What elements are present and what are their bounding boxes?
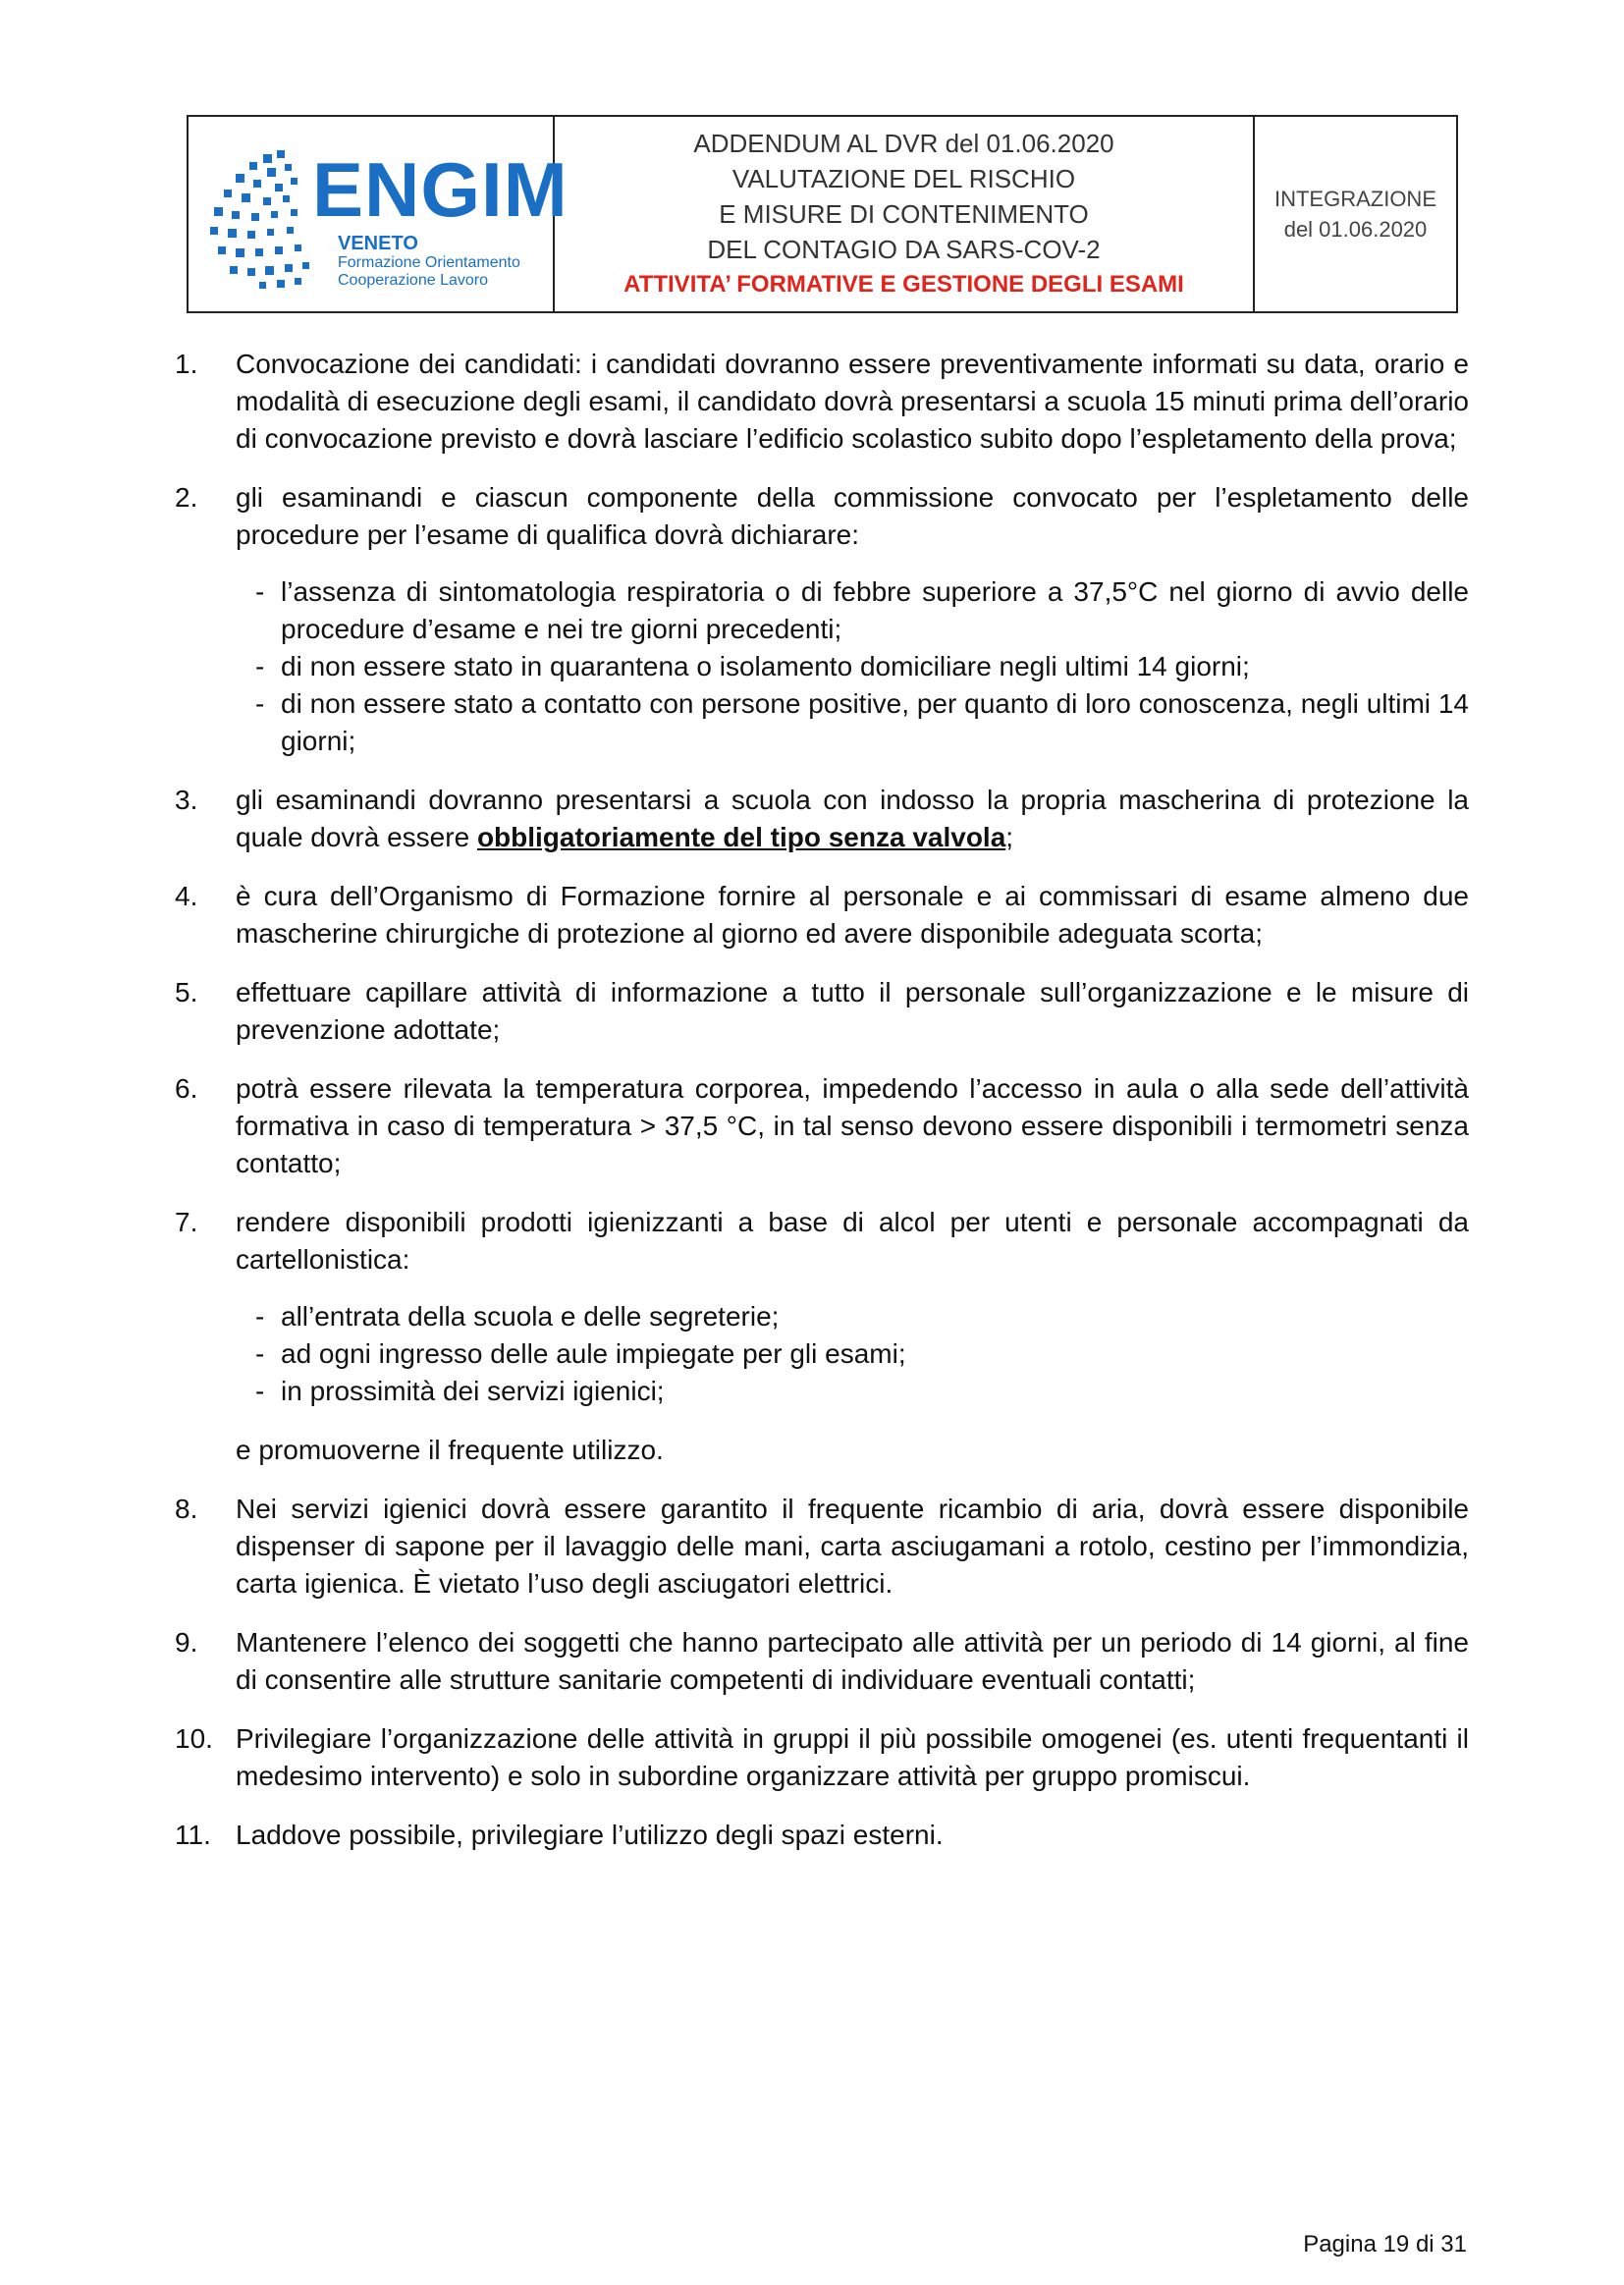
list-item <box>175 878 1469 952</box>
item-body <box>236 1204 1469 1469</box>
list-item <box>175 1624 1469 1699</box>
integration-date: del 01.06.2020 <box>1283 217 1428 242</box>
list-item <box>175 1720 1469 1795</box>
list-item <box>175 1491 1469 1603</box>
item-closing-text: e promuoverne il frequente utilizzo. <box>236 1435 664 1465</box>
item-text: Laddove possibile, privilegiare l’utilizzo degli spazi esterni. <box>236 1820 944 1850</box>
item-text: gli esaminandi e ciascun componente della commissione convocato per l’espletamento delle procedure per l’esame di qualifica dovrà dichiarare: <box>236 482 1469 550</box>
integration-cell <box>1255 117 1456 311</box>
sub-item-text: ad ogni ingresso delle aule impiegate per gli esami; <box>281 1338 906 1369</box>
item-text: effettuare capillare attività di informazione a tutto il personale sull’organizzazione e le misure di prevenzione adottate; <box>236 977 1469 1045</box>
sub-item-text: l’assenza di sintomatologia respiratoria o di febbre superiore a 37,5°C nel giorno di avvio delle procedure d’esame e nei tre giorni precedenti; <box>281 576 1469 644</box>
item-body <box>236 782 1469 856</box>
logo-cell <box>189 117 568 311</box>
emphasized-text: obbligatoriamente del tipo senza valvola <box>476 822 1006 852</box>
list-item <box>175 1817 1469 1854</box>
item-number: 7. <box>175 1207 198 1237</box>
item-number: 10. <box>175 1723 213 1754</box>
sub-list-item: - l’assenza di sintomatologia respiratoria o di febbre superiore a 37,5°C nel giorno di avvio delle procedure d’esame e nei tre giorni precedenti; <box>236 573 1469 648</box>
list-item <box>175 1070 1469 1182</box>
engim-logo <box>206 146 568 294</box>
sub-item-text: di non essere stato in quarantena o isolamento domiciliare negli ultimi 14 giorni; <box>281 651 1250 681</box>
title-line-4: DEL CONTAGIO DA SARS-COV-2 <box>707 235 1101 264</box>
title-line-1: ADDENDUM AL DVR del 01.06.2020 <box>693 129 1114 158</box>
sub-item-text: all’entrata della scuola e delle segreterie; <box>281 1301 780 1332</box>
logo-tagline-2: Cooperazione Lavoro <box>338 272 488 289</box>
item-number: 5. <box>175 977 198 1007</box>
sub-list <box>236 1298 1469 1410</box>
sub-list-item: - di non essere stato in quarantena o isolamento domiciliare negli ultimi 14 giorni; <box>236 648 1469 685</box>
title-line-2: VALUTAZIONE DEL RISCHIO <box>731 164 1076 193</box>
item-text: è cura dell’Organismo di Formazione fornire al personale e ai commissari di esame almeno due mascherine chirurgiche di protezione al giorno ed avere disponibile adeguata scorta; <box>236 881 1469 949</box>
item-number: 9. <box>175 1627 198 1658</box>
logo-dots-icon <box>206 146 314 294</box>
item-text: Privilegiare l’organizzazione delle attività in gruppi il più possibile omogenei (es. utenti frequentanti il medesimo intervento) e solo in subordine organizzare attività per gruppo promiscui. <box>236 1723 1469 1791</box>
item-number: 2. <box>175 482 198 513</box>
item-text: potrà essere rilevata la temperatura corporea, impedendo l’accesso in aula o alla sede dell’attività formativa in caso di temperatura > 37,5 °C, in tal senso devono essere disponibili i termometri senza contatto; <box>236 1073 1469 1178</box>
item-body <box>236 479 1469 760</box>
item-text: Convocazione dei candidati: i candidati dovranno essere preventivamente informati su data, orario e modalità di esecuzione degli esami, il candidato dovrà presentarsi a scuola 15 minuti prima dell’orario di convocazione previsto e dovrà lasciare l’edificio scolastico subito dopo l’espletamento della prova; <box>236 349 1469 454</box>
item-text: Mantenere l’elenco dei soggetti che hanno partecipato alle attività per un periodo di 14 giorni, al fine di consentire alle strutture sanitarie competenti di individuare eventuali contatti; <box>236 1627 1469 1695</box>
document-header <box>187 115 1458 313</box>
sub-list-item: - ad ogni ingresso delle aule impiegate per gli esami; <box>236 1335 1469 1373</box>
list-item <box>175 346 1469 458</box>
item-number: 6. <box>175 1073 198 1104</box>
item-text: gli esaminandi dovranno presentarsi a scuola con indosso la propria mascherina di protezione la quale dovrà essere <box>236 785 1469 852</box>
item-text: Nei servizi igienici dovrà essere garantito il frequente ricambio di aria, dovrà essere disponibile dispenser di sapone per il lavaggio delle mani, carta asciugamani a rotolo, cestino per l’immondizia, carta igienica. È vietato l’uso degli asciugatori elettrici. <box>236 1494 1469 1599</box>
sub-list-item: - in prossimità dei servizi igienici; <box>236 1373 1469 1410</box>
item-number: 8. <box>175 1494 198 1524</box>
title-highlight: ATTIVITA’ FORMATIVE E GESTIONE DEGLI ESAMI <box>623 271 1184 298</box>
logo-wordmark: ENGIM <box>312 146 568 233</box>
list-item <box>175 1204 1469 1469</box>
logo-tagline-1: Formazione Orientamento <box>338 254 520 271</box>
sub-item-text: di non essere stato a contatto con persone positive, per quanto di loro conoscenza, negli ultimi 14 giorni; <box>281 688 1469 756</box>
sub-list-item: - di non essere stato a contatto con persone positive, per quanto di loro conoscenza, negli ultimi 14 giorni; <box>236 685 1469 760</box>
sub-list <box>236 573 1469 760</box>
item-text: rendere disponibili prodotti igienizzanti a base di alcol per utenti e personale accompagnati da cartellonistica: <box>236 1207 1469 1275</box>
title-cell <box>555 117 1255 311</box>
page-number: Pagina 19 di 31 <box>1303 2231 1467 2258</box>
item-number: 3. <box>175 785 198 815</box>
integration-label: INTEGRAZIONE <box>1273 187 1436 211</box>
logo-region: VENETO <box>338 233 418 254</box>
item-number: 11. <box>175 1820 211 1850</box>
item-number: 1. <box>175 349 198 379</box>
sub-item-text: in prossimità dei servizi igienici; <box>281 1376 665 1406</box>
document-body <box>175 346 1469 1876</box>
item-number: 4. <box>175 881 198 911</box>
list-item <box>175 479 1469 760</box>
list-item <box>175 974 1469 1049</box>
item-text-end: ; <box>1005 822 1014 852</box>
title-line-3: E MISURE DI CONTENIMENTO <box>719 199 1089 229</box>
list-item <box>175 782 1469 856</box>
logo-tagline <box>338 254 520 290</box>
sub-list-item: - all’entrata della scuola e delle segreterie; <box>236 1298 1469 1335</box>
